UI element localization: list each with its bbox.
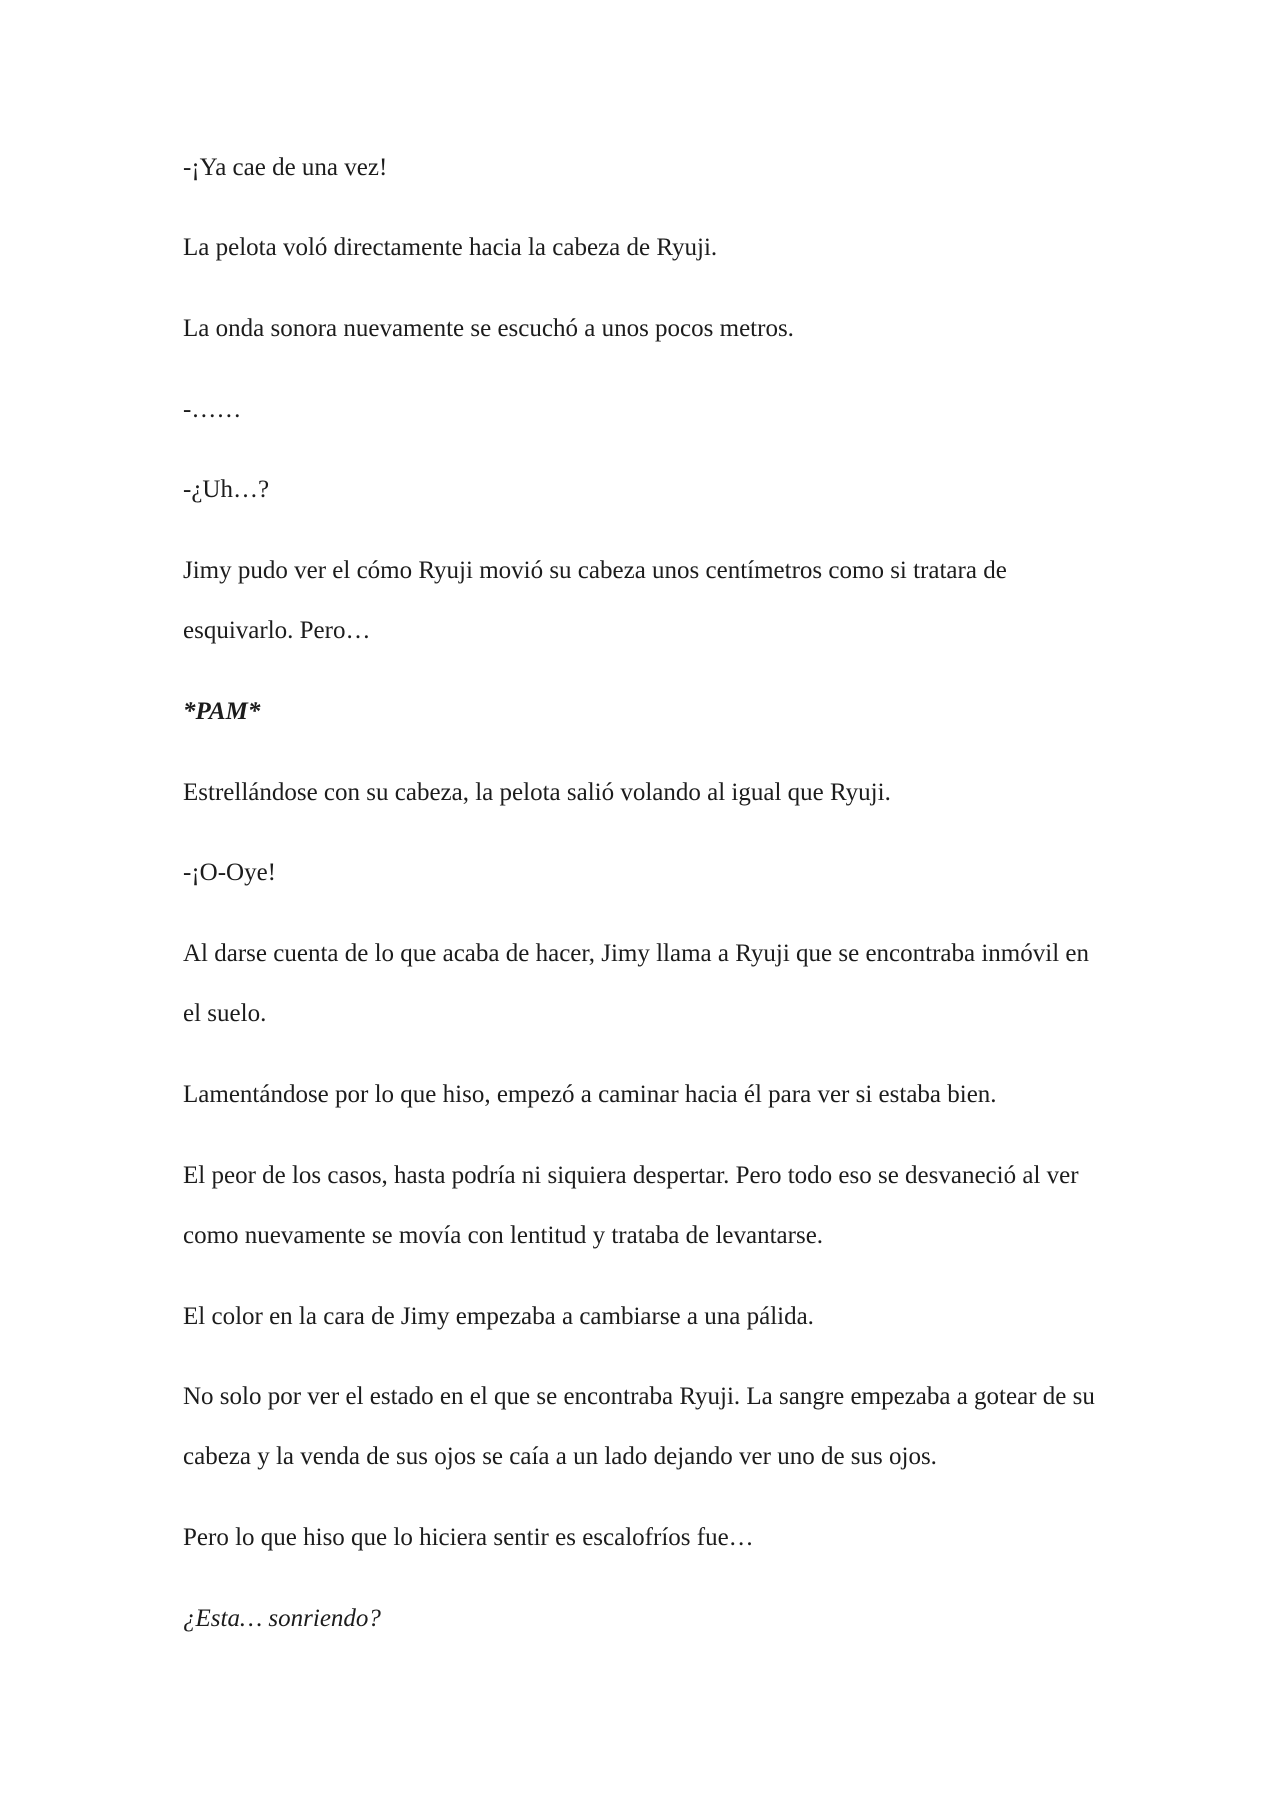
paragraph-jimy-pudo-ver: Jimy pudo ver el cómo Ryuji movió su cabeza unos centímetros como si tratara de esquivarlo. Pero… [183, 557, 1007, 644]
paragraph-al-darse-cuenta: Al darse cuenta de lo que acaba de hacer, Jimy llama a Ryuji que se encontraba inmóvil en el suelo. [183, 940, 1089, 1027]
paragraph-escalofrios: Pero lo que hiso que lo hiciera sentir es escalofríos fue… [183, 1524, 754, 1551]
paragraph-dialogue-uh: -¿Uh…? [183, 476, 270, 503]
paragraph-estrellandose: Estrellándose con su cabeza, la pelota salió volando al igual que Ryuji. [183, 779, 891, 806]
paragraph-no-solo: No solo por ver el estado en el que se encontraba Ryuji. La sangre empezaba a gotear de su cabeza y la venda de sus ojos se caía a un lado dejando ver uno de sus ojos. [183, 1383, 1095, 1470]
paragraph-lamentandose: Lamentándose por lo que hiso, empezó a caminar hacia él para ver si estaba bien. [183, 1081, 997, 1108]
paragraph-dialogue-oye: -¡O-Oye! [183, 859, 277, 886]
paragraph-sound-effect-pam: *PAM* [183, 698, 261, 725]
paragraph-onda-sonora: La onda sonora nuevamente se escuchó a unos pocos metros. [183, 315, 794, 342]
paragraph-pelota-volo: La pelota voló directamente hacia la cabeza de Ryuji. [183, 234, 718, 261]
paragraph-dialogue-ya-cae: -¡Ya cae de una vez! [183, 154, 388, 181]
paragraph-color-en-la-cara: El color en la cara de Jimy empezaba a cambiarse a una pálida. [183, 1303, 814, 1330]
paragraph-dialogue-ellipsis: -…… [183, 396, 242, 423]
paragraph-esta-sonriendo: ¿Esta… sonriendo? [183, 1605, 381, 1632]
paragraph-peor-de-los-casos: El peor de los casos, hasta podría ni siquiera despertar. Pero todo eso se desvaneció al ver como nuevamente se movía con lentitud y trataba de levantarse. [183, 1162, 1079, 1249]
